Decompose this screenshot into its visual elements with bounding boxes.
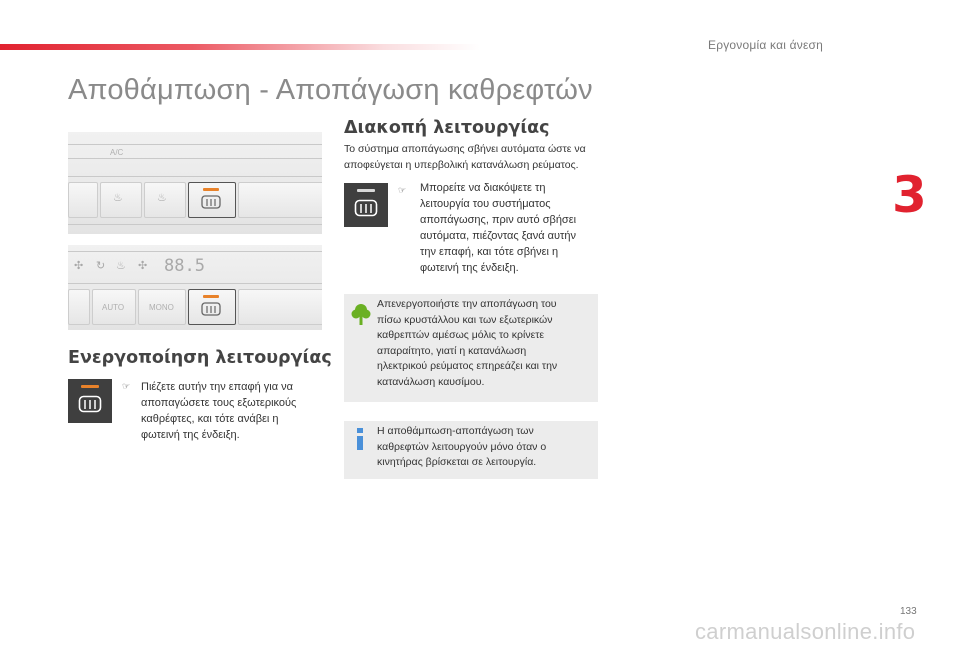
eco-note-box [344,294,598,402]
mirror-defrost-button-photo [188,289,236,325]
panel-button [100,182,142,218]
auto-button-photo [92,289,136,325]
panel-button [68,182,98,218]
mono-label: MONO [149,303,174,312]
ac-label: A/C [110,148,124,157]
fan-icon: ✣ [138,259,148,272]
bullet-icon: ☞ [122,382,131,392]
watermark: carmanualsonline.info [695,619,916,644]
defrost-mirror-icon [354,199,378,217]
eco-tree-icon [351,302,371,326]
activation-heading: Ενεργοποίηση λειτουργίας [68,348,332,368]
indicator-led [203,295,219,298]
mono-button-photo [138,289,186,325]
defrost-mirror-icon [78,395,102,413]
activation-text: Πιέζετε αυτήν την επαφή για να αποπαγώσετε τους εξωτερικούς καθρέφτες, και τότε ανάβει η φωτεινή της ένδειξη. [141,381,297,441]
mirror-defrost-button-off [344,183,388,227]
deactivation-text: Μπορείτε να διακόψετε τη λειτουργία του συστήματος αποπάγωσης, πριν αυτό σβήσει αυτόματα, πιέζοντας ξανά αυτήν την επαφή, και τότε σβήνει η φωτεινή της ένδειξη. [420,182,577,274]
mirror-defrost-button-photo [188,182,236,218]
panel-button [238,289,322,325]
fan-icon: ✣ [74,259,84,272]
console-panel-photo-1 [68,132,322,234]
seat-heat-icon: ♨ [157,191,167,204]
top-accent-bar [0,44,480,50]
defrost-mirror-icon [201,302,221,316]
seat-heat-icon: ♨ [116,259,126,272]
page-number: 133 [900,606,917,617]
indicator-led [203,188,219,191]
deactivation-heading: Διακοπή λειτουργίας [344,118,550,138]
eco-note-text: Απενεργοποιήστε την αποπάγωση του πίσω κρυστάλλου και των εξωτερικών καθρεπτών αμέσως μόλις το κρίνετε απαραίτητο, γιατί η κατανάλωση ηλεκτρικού ρεύματος επηρεάζει και την κατανάλωση καυσίμου. [377,298,558,388]
info-note-text: Η αποθάμπωση-αποπάγωση των καθρεφτών λειτουργούν μόνο όταν ο κινητήρας βρίσκεται σε λειτουργία. [377,425,547,468]
section-title: Εργονομία και άνεση [708,38,823,52]
page-title: Αποθάμπωση - Αποπάγωση καθρεφτών [68,74,593,106]
recirculation-icon: ↻ [96,259,106,272]
seat-heat-icon: ♨ [113,191,123,204]
temperature-display: 88.5 [164,256,205,276]
indicator-led-off [357,189,375,192]
panel-button [68,289,90,325]
defrost-mirror-icon [201,195,221,209]
info-note-box [344,421,598,479]
bullet-icon: ☞ [398,186,407,196]
panel-button [238,182,322,218]
auto-label: AUTO [102,303,125,312]
chapter-number: 3 [892,166,927,224]
mirror-defrost-button-on [68,379,112,423]
deactivation-intro: Το σύστημα αποπάγωσης σβήνει αυτόματα ώστε να αποφεύγεται η υπερβολική κατανάλωση ρεύματος. [344,143,586,171]
indicator-led-on [81,385,99,388]
panel-button [144,182,186,218]
console-panel-photo-2 [68,245,322,330]
info-icon [354,428,366,450]
